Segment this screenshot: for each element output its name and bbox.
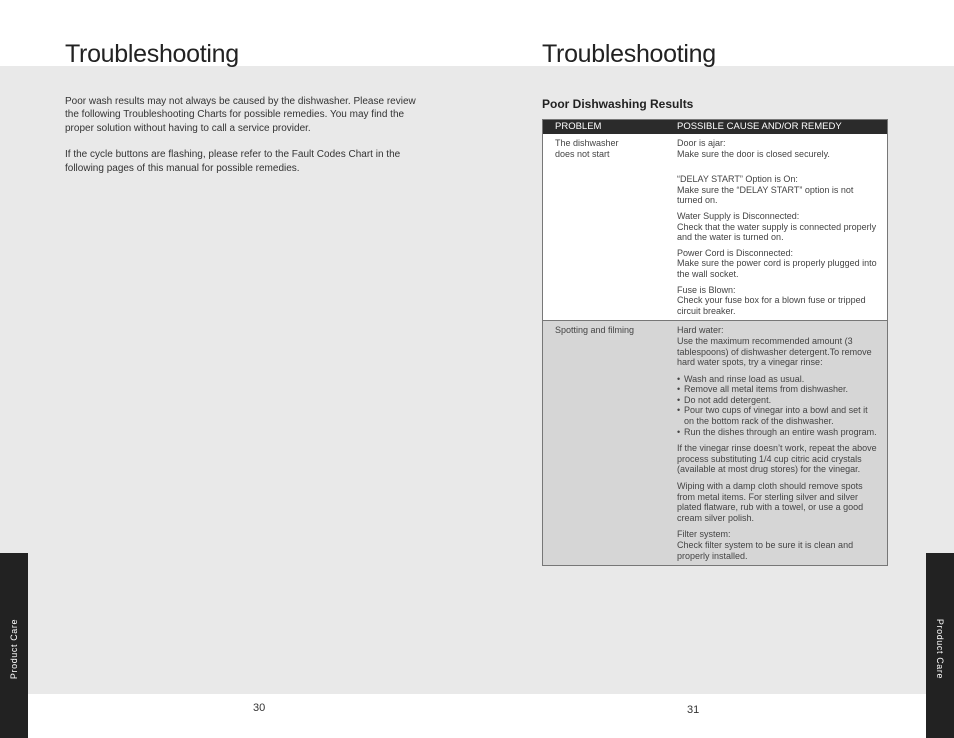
problem-cell: The dishwasher does not start xyxy=(555,138,619,159)
remedy-head: Hard water: xyxy=(677,325,724,336)
vinegar-rinse-steps xyxy=(677,374,879,438)
table-row xyxy=(543,320,887,565)
remedy-body: Check that the water supply is connected properly and the water is turned on. xyxy=(677,221,877,243)
remedy-head: Fuse is Blown: xyxy=(677,284,736,295)
left-side-tab-label: Product Care xyxy=(9,618,19,680)
remedy-head: Door is ajar: xyxy=(677,138,726,148)
list-item: • Remove all metal items from dishwasher. xyxy=(677,384,879,395)
list-item: • Pour two cups of vinegar into a bowl and set it on the bottom rack of the dishwasher. xyxy=(677,405,879,426)
left-page-number: 30 xyxy=(253,702,266,714)
left-page-title: Troubleshooting xyxy=(65,40,239,68)
intro-paragraph: Poor wash results may not always be caused by the dishwasher. Please review the following Troubleshooting Charts for possible remedies. You may find the proper solution without having to call a service provider. xyxy=(65,96,416,134)
remedy-item xyxy=(677,174,879,206)
remedy-cell xyxy=(665,134,887,320)
remedy-head: Power Cord is Disconnected: xyxy=(677,247,794,258)
fault-codes-paragraph: If the cycle buttons are flashing, please refer to the Fault Codes Chart in the following pages of this manual for possible remedies. xyxy=(65,149,401,174)
left-side-tab xyxy=(0,553,28,738)
right-side-tab-label: Product Care xyxy=(935,618,945,680)
remedy-item xyxy=(677,285,879,317)
list-item: • Run the dishes through an entire wash program. xyxy=(677,427,879,438)
troubleshooting-table xyxy=(542,119,888,566)
remedy-body: Make sure the door is closed securely. xyxy=(677,148,830,159)
remedy-body: Make sure the power cord is properly plugged into the wall socket. xyxy=(677,258,877,279)
remedy-body: Make sure the “DELAY START” option is not turned on. xyxy=(677,184,854,206)
remedy-body: Use the maximum recommended amount (3 tablespoons) of dishwasher detergent.To remove hard water spots, try a vinegar rinse: xyxy=(677,335,872,368)
header-problem: PROBLEM xyxy=(555,121,602,132)
remedy-item xyxy=(677,211,879,243)
right-page-title: Troubleshooting xyxy=(542,40,716,68)
table-header xyxy=(543,120,887,134)
header-remedy: POSSIBLE CAUSE AND/OR REMEDY xyxy=(677,121,842,132)
remedy-head: “DELAY START” Option is On: xyxy=(677,174,798,185)
filter-item xyxy=(677,529,879,561)
right-side-tab xyxy=(926,553,954,738)
table-row xyxy=(543,134,887,320)
vinegar-note: If the vinegar rinse doesn’t work, repeat the above process substituting 1/4 cup citric acid crystals (available at most drug stores) for the vinegar. xyxy=(677,443,877,475)
remedy-item xyxy=(677,138,879,159)
remedy-cell xyxy=(665,321,887,565)
spacer xyxy=(677,164,879,174)
remedy-body: Check filter system to be sure it is clean and properly installed. xyxy=(677,540,854,561)
wiping-note: Wiping with a damp cloth should remove spots from metal items. For sterling silver and silver plated flatware, rub with a towel, or use a good cream silver polish. xyxy=(677,481,864,523)
problem-cell: Spotting and filming xyxy=(555,325,635,336)
intro-text xyxy=(65,95,417,188)
section-title: Poor Dishwashing Results xyxy=(542,97,694,111)
remedy-body: Check your fuse box for a blown fuse or tripped circuit breaker. xyxy=(677,295,866,316)
remedy-head: Water Supply is Disconnected: xyxy=(677,210,800,221)
remedy-item xyxy=(677,248,879,280)
list-item: • Do not add detergent. xyxy=(677,395,879,406)
hard-water-item xyxy=(677,325,879,367)
list-item: • Wash and rinse load as usual. xyxy=(677,374,879,385)
remedy-head: Filter system: xyxy=(677,529,731,540)
right-page-number: 31 xyxy=(687,704,700,716)
